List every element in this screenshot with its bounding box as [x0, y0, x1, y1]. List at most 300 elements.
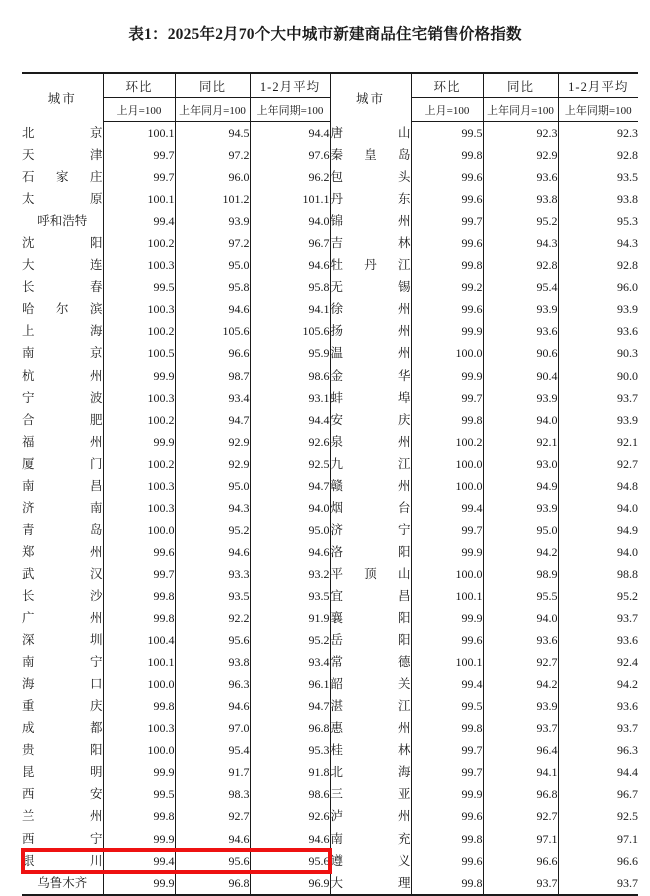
value-avg-right: 93.9	[558, 298, 638, 320]
city-name-right	[330, 122, 411, 145]
value-yoy-right: 97.1	[483, 828, 558, 850]
city-label: 韶 关	[330, 677, 411, 692]
city-name-right	[330, 541, 411, 563]
price-index-table	[22, 72, 638, 896]
city-label: 北 海	[330, 765, 411, 780]
table-row	[22, 122, 638, 145]
value-yoy-left: 105.6	[175, 320, 250, 342]
city-name-left	[22, 144, 103, 166]
value-avg-left: 98.6	[250, 365, 330, 387]
city-label: 三 亚	[330, 787, 411, 802]
city-name-left	[22, 453, 103, 475]
city-label: 九 江	[330, 456, 411, 471]
value-yoy-right: 93.9	[483, 695, 558, 717]
value-yoy-right: 94.1	[483, 761, 558, 783]
value-mom-left: 100.3	[103, 387, 175, 409]
city-name-left	[22, 607, 103, 629]
header-mom-right: 环比	[411, 73, 483, 98]
value-mom-right: 99.9	[411, 541, 483, 563]
value-avg-right: 92.8	[558, 254, 638, 276]
table-row	[22, 342, 638, 364]
value-yoy-right: 95.4	[483, 276, 558, 298]
header-city-right: 城市	[330, 73, 411, 122]
value-yoy-left: 95.2	[175, 519, 250, 541]
header-avg-right: 1-2月平均	[558, 73, 638, 98]
city-label: 包 头	[330, 170, 411, 185]
city-label: 昆 明	[22, 765, 103, 780]
city-name-left	[22, 629, 103, 651]
city-label: 西 宁	[22, 831, 103, 846]
value-yoy-right: 94.2	[483, 673, 558, 695]
value-mom-right: 99.8	[411, 144, 483, 166]
value-avg-right: 92.7	[558, 453, 638, 475]
city-name-right	[330, 783, 411, 805]
city-name-left	[22, 409, 103, 431]
value-yoy-left: 96.8	[175, 872, 250, 895]
value-mom-right: 99.7	[411, 739, 483, 761]
city-name-right	[330, 166, 411, 188]
value-mom-left: 99.4	[103, 850, 175, 872]
value-avg-right: 92.5	[558, 805, 638, 827]
value-avg-left: 96.7	[250, 232, 330, 254]
city-name-right	[330, 761, 411, 783]
value-mom-left: 99.9	[103, 828, 175, 850]
header-avg-left: 1-2月平均	[250, 73, 330, 98]
city-name-left	[22, 431, 103, 453]
value-avg-right: 93.7	[558, 717, 638, 739]
city-name-left	[22, 298, 103, 320]
table-row	[22, 828, 638, 850]
value-mom-right: 100.2	[411, 431, 483, 453]
city-label: 乌鲁木齐	[37, 875, 88, 890]
value-yoy-left: 94.6	[175, 828, 250, 850]
city-name-right	[330, 254, 411, 276]
value-avg-right: 93.7	[558, 387, 638, 409]
value-yoy-left: 92.9	[175, 453, 250, 475]
city-label: 扬 州	[330, 324, 411, 339]
value-avg-right: 94.8	[558, 475, 638, 497]
city-label: 洛 阳	[330, 544, 411, 559]
city-name-right	[330, 365, 411, 387]
value-yoy-right: 96.4	[483, 739, 558, 761]
table-row	[22, 497, 638, 519]
value-yoy-left: 98.7	[175, 365, 250, 387]
city-label: 平 顶 山	[330, 566, 411, 581]
value-mom-right: 99.7	[411, 210, 483, 232]
value-mom-left: 99.9	[103, 872, 175, 895]
city-name-right	[330, 232, 411, 254]
value-yoy-left: 98.3	[175, 783, 250, 805]
value-yoy-left: 96.6	[175, 342, 250, 364]
value-mom-right: 99.7	[411, 519, 483, 541]
value-mom-right: 100.0	[411, 563, 483, 585]
city-name-left	[22, 761, 103, 783]
value-mom-left: 99.9	[103, 761, 175, 783]
city-name-right	[330, 585, 411, 607]
value-yoy-left: 93.5	[175, 585, 250, 607]
city-name-left	[22, 783, 103, 805]
city-label: 杭 州	[22, 368, 103, 383]
value-avg-right: 94.4	[558, 761, 638, 783]
value-mom-right: 99.9	[411, 783, 483, 805]
city-label: 牡 丹 江	[330, 258, 411, 273]
value-avg-left: 93.1	[250, 387, 330, 409]
value-avg-left: 94.6	[250, 254, 330, 276]
page-title: 表1：2025年2月70个大中城市新建商品住宅销售价格指数	[128, 26, 522, 43]
value-yoy-left: 92.7	[175, 805, 250, 827]
city-label: 哈 尔 滨	[22, 302, 103, 317]
table-row	[22, 761, 638, 783]
value-mom-left: 99.9	[103, 431, 175, 453]
value-avg-right: 93.7	[558, 872, 638, 895]
city-name-left	[22, 805, 103, 827]
city-label: 石 家 庄	[22, 170, 103, 185]
city-name-left	[22, 210, 103, 232]
city-label: 武 汉	[22, 566, 103, 581]
value-avg-right: 94.2	[558, 673, 638, 695]
city-label: 南 宁	[22, 655, 103, 670]
table-header	[22, 73, 638, 122]
city-label: 兰 州	[22, 809, 103, 824]
city-label: 无 锡	[330, 280, 411, 295]
value-yoy-right: 95.2	[483, 210, 558, 232]
value-mom-left: 100.1	[103, 651, 175, 673]
value-avg-right: 94.0	[558, 541, 638, 563]
value-avg-left: 91.8	[250, 761, 330, 783]
city-label: 南 充	[330, 831, 411, 846]
city-name-left	[22, 541, 103, 563]
value-yoy-right: 90.4	[483, 365, 558, 387]
table-row	[22, 563, 638, 585]
value-mom-right: 100.1	[411, 651, 483, 673]
value-yoy-left: 95.0	[175, 475, 250, 497]
value-yoy-right: 93.0	[483, 453, 558, 475]
value-avg-left: 96.1	[250, 673, 330, 695]
city-name-right	[330, 276, 411, 298]
city-name-left	[22, 673, 103, 695]
city-name-left	[22, 166, 103, 188]
table-row	[22, 431, 638, 453]
value-yoy-right: 94.2	[483, 541, 558, 563]
value-mom-left: 100.3	[103, 298, 175, 320]
value-mom-right: 99.6	[411, 629, 483, 651]
city-label: 宜 昌	[330, 588, 411, 603]
city-label: 泸 州	[330, 809, 411, 824]
value-mom-right: 99.4	[411, 497, 483, 519]
value-mom-left: 100.0	[103, 673, 175, 695]
city-label: 沈 阳	[22, 236, 103, 251]
city-name-right	[330, 607, 411, 629]
city-name-right	[330, 210, 411, 232]
value-yoy-left: 94.3	[175, 497, 250, 519]
city-name-left	[22, 717, 103, 739]
value-mom-left: 100.2	[103, 409, 175, 431]
city-label: 岳 阳	[330, 633, 411, 648]
city-name-right	[330, 739, 411, 761]
value-yoy-left: 96.0	[175, 166, 250, 188]
value-avg-left: 94.7	[250, 695, 330, 717]
city-label: 烟 台	[330, 500, 411, 515]
value-avg-right: 92.1	[558, 431, 638, 453]
table-row	[22, 320, 638, 342]
value-mom-left: 100.1	[103, 122, 175, 145]
city-name-left	[22, 695, 103, 717]
value-avg-left: 92.6	[250, 805, 330, 827]
city-name-right	[330, 805, 411, 827]
value-avg-left: 94.1	[250, 298, 330, 320]
value-yoy-left: 94.7	[175, 409, 250, 431]
value-mom-right: 99.5	[411, 122, 483, 145]
city-label: 长 沙	[22, 588, 103, 603]
city-label: 长 春	[22, 280, 103, 295]
value-avg-right: 96.7	[558, 783, 638, 805]
city-name-left	[22, 365, 103, 387]
table-row	[22, 673, 638, 695]
table-row	[22, 585, 638, 607]
city-name-left	[22, 585, 103, 607]
city-name-left	[22, 828, 103, 850]
header-yoy-sub-left: 上年同月=100	[175, 98, 250, 122]
value-avg-left: 95.8	[250, 276, 330, 298]
value-yoy-left: 93.3	[175, 563, 250, 585]
city-label: 南 京	[22, 346, 103, 361]
value-mom-left: 100.2	[103, 232, 175, 254]
table-row	[22, 519, 638, 541]
value-avg-right: 90.3	[558, 342, 638, 364]
table-row	[22, 144, 638, 166]
table-row	[22, 232, 638, 254]
value-mom-right: 99.9	[411, 365, 483, 387]
value-mom-left: 100.5	[103, 342, 175, 364]
value-mom-left: 99.7	[103, 144, 175, 166]
city-label: 深 圳	[22, 633, 103, 648]
value-mom-right: 100.0	[411, 342, 483, 364]
value-mom-right: 100.1	[411, 585, 483, 607]
value-yoy-right: 93.6	[483, 320, 558, 342]
city-label: 安 庆	[330, 412, 411, 427]
table-row	[22, 409, 638, 431]
value-mom-left: 99.9	[103, 365, 175, 387]
city-label: 厦 门	[22, 456, 103, 471]
city-name-left	[22, 122, 103, 145]
value-yoy-right: 93.6	[483, 629, 558, 651]
value-avg-left: 93.5	[250, 585, 330, 607]
value-mom-left: 99.6	[103, 541, 175, 563]
value-mom-left: 100.3	[103, 254, 175, 276]
city-name-right	[330, 563, 411, 585]
city-label: 广 州	[22, 611, 103, 626]
value-yoy-left: 95.8	[175, 276, 250, 298]
city-label: 重 庆	[22, 699, 103, 714]
city-label: 常 德	[330, 655, 411, 670]
value-avg-left: 95.3	[250, 739, 330, 761]
header-city-left: 城市	[22, 73, 103, 122]
value-yoy-right: 95.0	[483, 519, 558, 541]
table-row	[22, 298, 638, 320]
value-mom-right: 99.6	[411, 850, 483, 872]
table-row	[22, 805, 638, 827]
value-yoy-right: 92.9	[483, 144, 558, 166]
value-yoy-left: 92.9	[175, 431, 250, 453]
value-yoy-right: 94.0	[483, 607, 558, 629]
city-name-left	[22, 563, 103, 585]
value-yoy-left: 95.4	[175, 739, 250, 761]
table-row	[22, 783, 638, 805]
city-name-right	[330, 695, 411, 717]
city-label: 南 昌	[22, 478, 103, 493]
header-avg-sub-left: 上年同期=100	[250, 98, 330, 122]
city-name-left	[22, 276, 103, 298]
city-label: 赣 州	[330, 478, 411, 493]
value-mom-right: 99.7	[411, 387, 483, 409]
value-mom-left: 99.8	[103, 607, 175, 629]
value-yoy-right: 92.3	[483, 122, 558, 145]
value-avg-right: 92.3	[558, 122, 638, 145]
value-yoy-right: 92.7	[483, 651, 558, 673]
city-label: 合 肥	[22, 412, 103, 427]
city-label: 济 宁	[330, 522, 411, 537]
value-mom-right: 99.8	[411, 828, 483, 850]
value-mom-right: 99.6	[411, 166, 483, 188]
city-name-left	[22, 497, 103, 519]
value-mom-left: 99.8	[103, 805, 175, 827]
table-row	[22, 387, 638, 409]
table-row	[22, 629, 638, 651]
city-label: 大 连	[22, 258, 103, 273]
city-label: 蚌 埠	[330, 390, 411, 405]
value-avg-left: 96.8	[250, 717, 330, 739]
city-label: 成 都	[22, 721, 103, 736]
table-row	[22, 739, 638, 761]
value-yoy-left: 94.5	[175, 122, 250, 145]
city-label: 济 南	[22, 500, 103, 515]
city-label: 桂 林	[330, 743, 411, 758]
header-mom-sub-left: 上月=100	[103, 98, 175, 122]
value-avg-left: 94.6	[250, 541, 330, 563]
value-mom-right: 99.6	[411, 805, 483, 827]
value-avg-left: 91.9	[250, 607, 330, 629]
city-name-right	[330, 497, 411, 519]
city-name-right	[330, 850, 411, 872]
table-row	[22, 166, 638, 188]
value-avg-right: 94.0	[558, 497, 638, 519]
value-avg-right: 96.3	[558, 739, 638, 761]
city-label: 吉 林	[330, 236, 411, 251]
value-yoy-right: 93.7	[483, 872, 558, 895]
value-yoy-left: 95.0	[175, 254, 250, 276]
header-yoy-sub-right: 上年同月=100	[483, 98, 558, 122]
value-mom-right: 99.2	[411, 276, 483, 298]
city-name-right	[330, 673, 411, 695]
value-yoy-right: 98.9	[483, 563, 558, 585]
value-avg-left: 94.7	[250, 475, 330, 497]
header-row-top	[22, 73, 638, 98]
value-yoy-right: 94.3	[483, 232, 558, 254]
value-mom-left: 100.1	[103, 188, 175, 210]
value-avg-left: 101.1	[250, 188, 330, 210]
city-label: 金 华	[330, 368, 411, 383]
value-avg-left: 98.6	[250, 783, 330, 805]
city-label: 锦 州	[330, 214, 411, 229]
value-avg-right: 92.4	[558, 651, 638, 673]
city-name-right	[330, 475, 411, 497]
value-yoy-left: 94.6	[175, 298, 250, 320]
value-avg-left: 95.0	[250, 519, 330, 541]
city-name-left	[22, 519, 103, 541]
value-yoy-right: 93.7	[483, 717, 558, 739]
city-name-left	[22, 872, 103, 895]
city-label: 惠 州	[330, 721, 411, 736]
value-avg-right: 94.9	[558, 519, 638, 541]
value-mom-right: 99.9	[411, 607, 483, 629]
value-avg-right: 94.3	[558, 232, 638, 254]
value-mom-left: 99.4	[103, 210, 175, 232]
city-name-left	[22, 739, 103, 761]
value-yoy-right: 90.6	[483, 342, 558, 364]
value-avg-left: 97.6	[250, 144, 330, 166]
value-avg-right: 95.3	[558, 210, 638, 232]
city-name-right	[330, 409, 411, 431]
value-mom-right: 99.4	[411, 673, 483, 695]
value-mom-right: 99.6	[411, 188, 483, 210]
city-name-right	[330, 629, 411, 651]
value-yoy-left: 97.2	[175, 232, 250, 254]
value-yoy-right: 93.8	[483, 188, 558, 210]
value-mom-right: 99.9	[411, 320, 483, 342]
value-avg-right: 97.1	[558, 828, 638, 850]
city-label: 襄 阳	[330, 611, 411, 626]
value-avg-left: 93.2	[250, 563, 330, 585]
city-name-right	[330, 144, 411, 166]
value-mom-left: 99.7	[103, 563, 175, 585]
city-name-left	[22, 320, 103, 342]
value-mom-right: 100.0	[411, 475, 483, 497]
value-avg-right: 96.0	[558, 276, 638, 298]
value-yoy-right: 93.9	[483, 387, 558, 409]
value-mom-left: 100.3	[103, 475, 175, 497]
city-label: 西 安	[22, 787, 103, 802]
value-avg-left: 96.2	[250, 166, 330, 188]
value-mom-right: 99.8	[411, 872, 483, 895]
city-label: 徐 州	[330, 302, 411, 317]
city-label: 青 岛	[22, 522, 103, 537]
city-label: 上 海	[22, 324, 103, 339]
value-yoy-right: 92.1	[483, 431, 558, 453]
value-yoy-right: 93.9	[483, 497, 558, 519]
header-yoy-right: 同比	[483, 73, 558, 98]
value-avg-right: 93.8	[558, 188, 638, 210]
table-row	[22, 717, 638, 739]
value-mom-right: 99.7	[411, 761, 483, 783]
value-yoy-right: 93.9	[483, 298, 558, 320]
value-mom-right: 100.0	[411, 453, 483, 475]
value-mom-right: 99.8	[411, 409, 483, 431]
value-avg-right: 93.6	[558, 629, 638, 651]
city-name-left	[22, 387, 103, 409]
value-mom-right: 99.6	[411, 298, 483, 320]
value-avg-right: 98.8	[558, 563, 638, 585]
table-row	[22, 453, 638, 475]
city-name-right	[330, 717, 411, 739]
city-name-right	[330, 431, 411, 453]
table-body	[22, 122, 638, 895]
city-name-left	[22, 188, 103, 210]
value-yoy-left: 93.8	[175, 651, 250, 673]
value-yoy-right: 93.6	[483, 166, 558, 188]
value-mom-left: 99.8	[103, 585, 175, 607]
value-avg-left: 92.5	[250, 453, 330, 475]
value-avg-left: 94.6	[250, 828, 330, 850]
